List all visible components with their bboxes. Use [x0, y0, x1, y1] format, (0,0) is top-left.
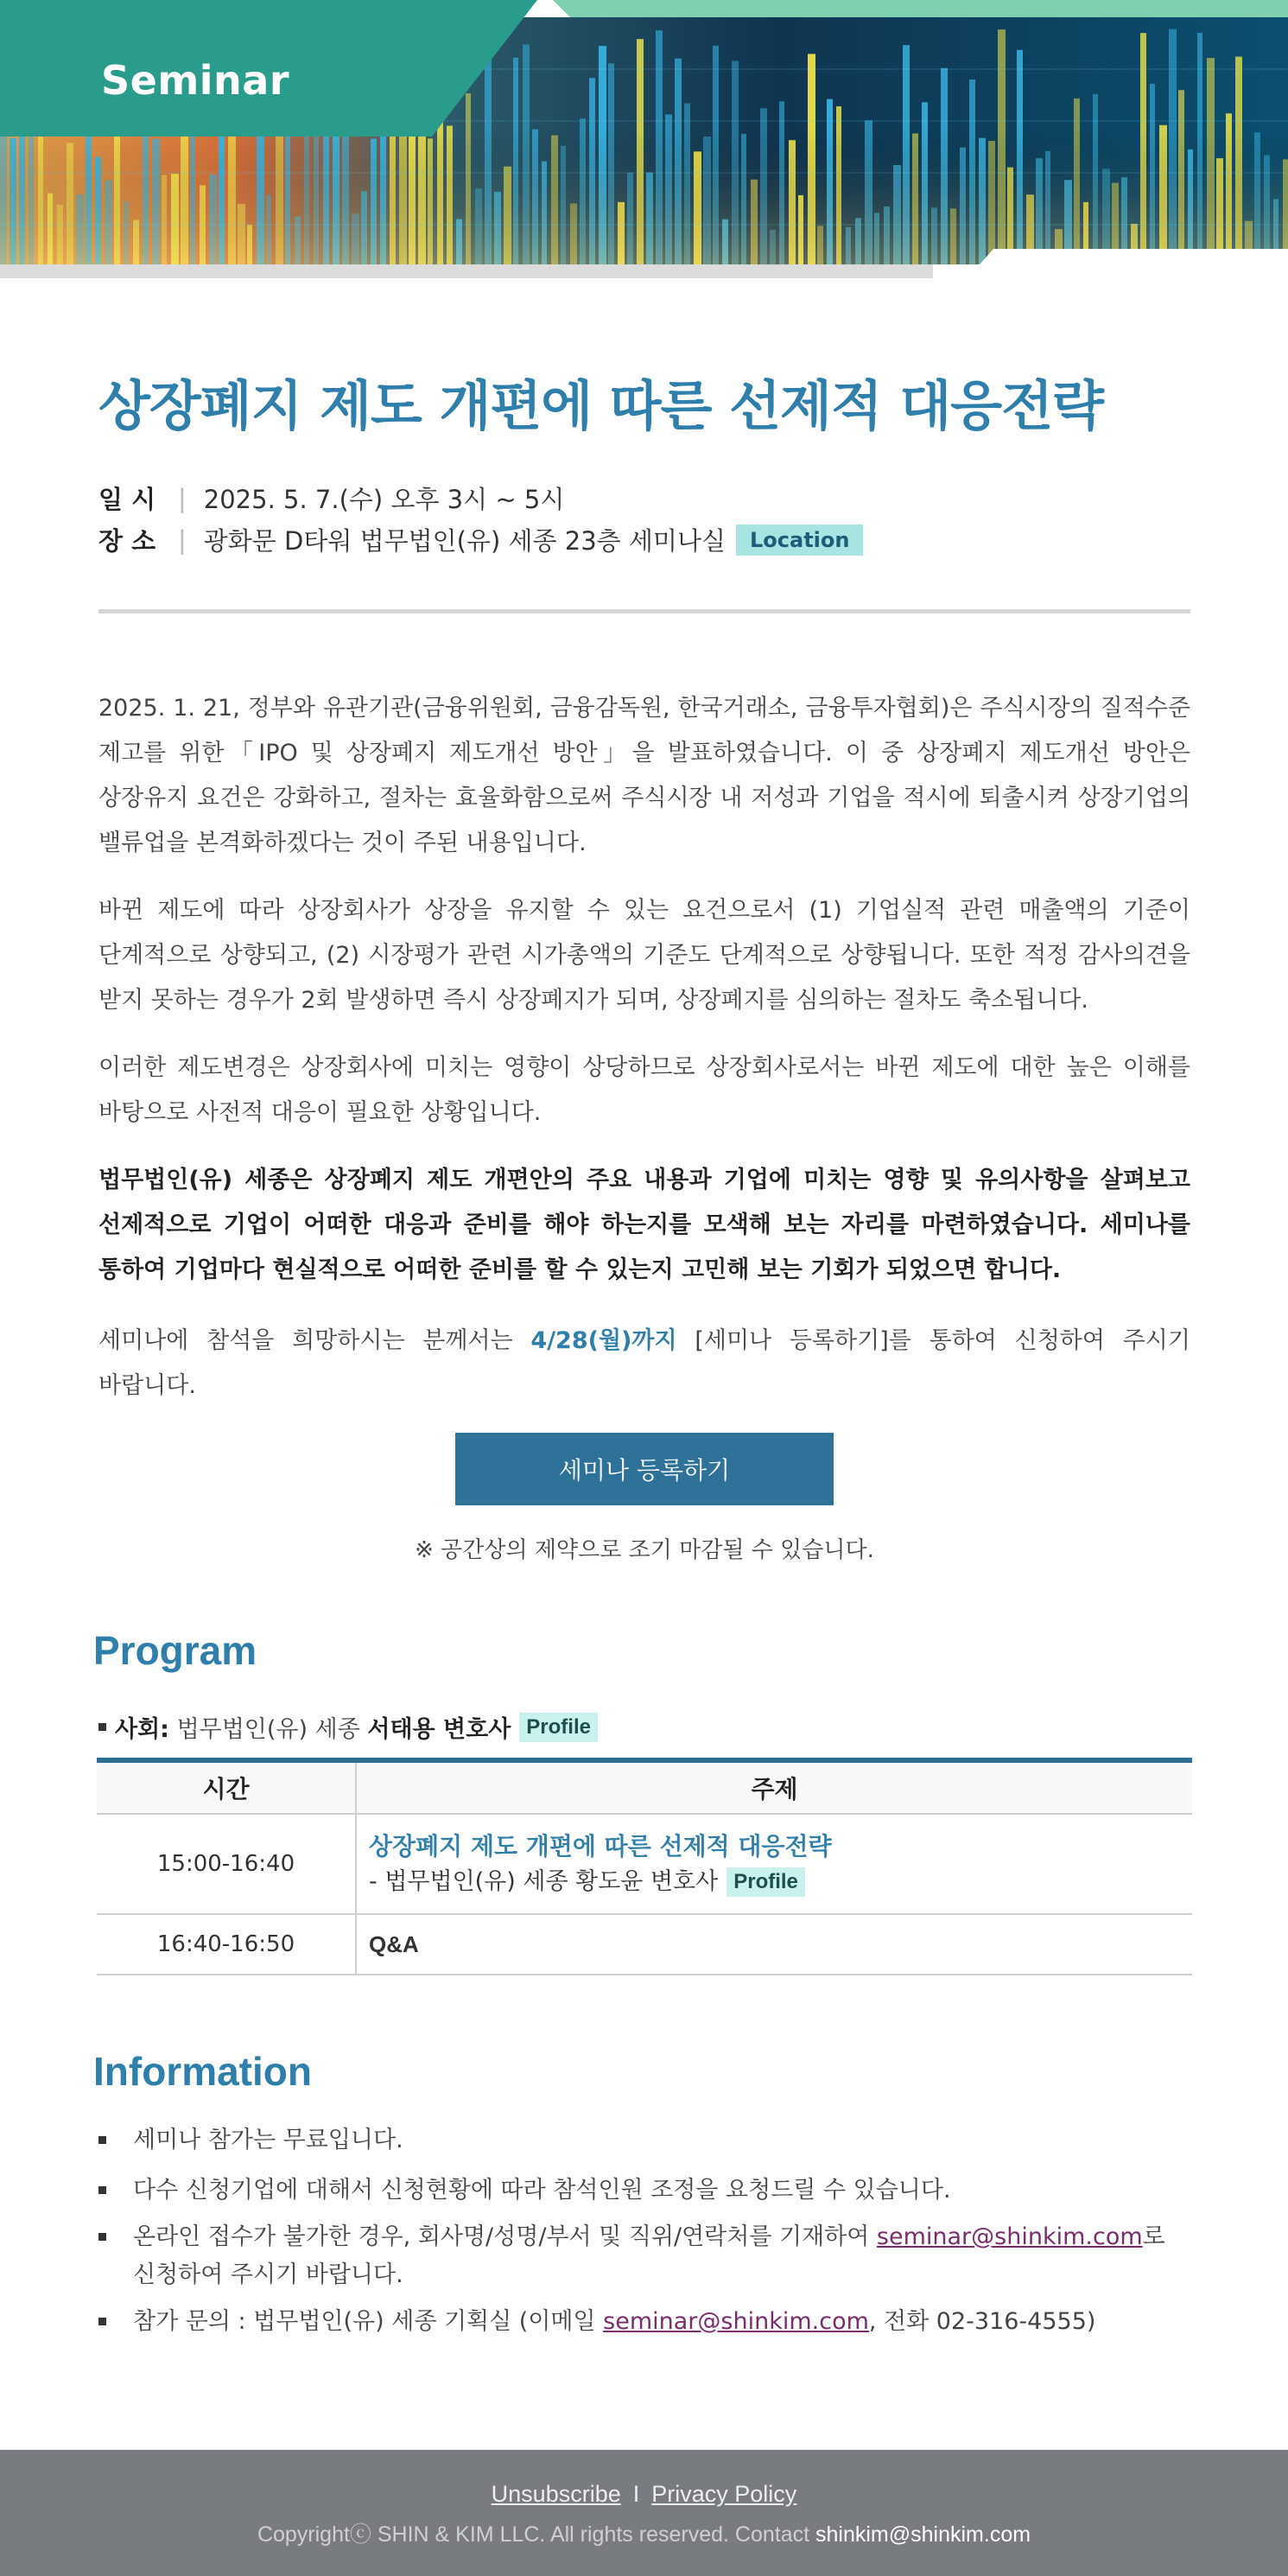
separator: | [178, 483, 187, 513]
header-banner [0, 0, 1288, 278]
email-link[interactable]: seminar@shinkim.com [876, 2223, 1143, 2250]
host-name: 서태용 변호사 [367, 1716, 511, 1743]
topic-cell [356, 1814, 1192, 1914]
session-speaker [369, 1865, 1192, 1899]
list-item [98, 2218, 1190, 2294]
privacy-policy-link[interactable]: Privacy Policy [651, 2481, 797, 2507]
info-text: 참가 문의 : 법무법인(유) 세종 기획실 (이메일 [133, 2308, 604, 2335]
table-row [97, 1914, 1192, 1975]
program-table [97, 1758, 1192, 1975]
list-item: 세미나 참가는 무료입니다. [98, 2121, 1190, 2159]
registration-text-end: [세미나 등록하기]를 통하여 신청하여 주시기 바랍니다. [98, 1327, 1190, 1399]
speaker-name: - 법무법인(유) 세종 황도윤 변호사 [369, 1868, 719, 1895]
place-label: 장 소 [98, 526, 156, 556]
place-row [98, 522, 1196, 557]
list-item: 다수 신청기업에 대해서 신청현황에 따라 참석인원 조정을 요청드릴 수 있습니다. [98, 2172, 1190, 2210]
column-header-time: 시간 [97, 1760, 356, 1814]
speaker-profile-link[interactable]: Profile [726, 1867, 805, 1897]
place-value: 광화문 D타워 법무법인(유) 세종 23층 세미나실 [203, 526, 726, 556]
time-cell: 16:40-16:50 [97, 1914, 356, 1975]
host-org: 법무법인(유) 세종 [176, 1716, 360, 1743]
register-button[interactable]: 세미나 등록하기 [455, 1433, 834, 1505]
intro-paragraph-1: 2025. 1. 21, 정부와 유관기관(금융위원회, 금융감독원, 한국거래소, 금융투자협회)은 주식시장의 질적수준 제고를 위한「IPO 및 상장폐지 제도개선 방안」을 발표하였습니다. 이 중 상장폐지 제도개선 방안은 상장유지 요건은 강화하고, 절차는 효율화함으로써 주식시장 내 저성과 기업을 적시에 퇴출시켜 상장기업의 밸류업을 본격화하겠다는 것이 주된 내용입니다. [98, 695, 1190, 856]
location-button[interactable]: Location [736, 525, 863, 556]
information-list [98, 2121, 1190, 2350]
host-line [98, 1710, 598, 1744]
list-item [98, 2303, 1190, 2341]
program-heading: Program [93, 1628, 257, 1673]
deadline-highlight: 4/28(월)까지 [530, 1327, 677, 1354]
contact-email[interactable]: shinkim@shinkim.com [815, 2522, 1031, 2547]
session-title: 상장폐지 제도 개편에 따른 선제적 대응전략 [369, 1832, 832, 1860]
unsubscribe-link[interactable]: Unsubscribe [491, 2481, 621, 2507]
host-label: 사회: [115, 1716, 169, 1743]
registration-text: 세미나에 참석을 희망하시는 분께서는 [98, 1327, 531, 1354]
info-text: 로 신청하여 주시기 바랍니다. [133, 2223, 1165, 2288]
host-profile-link[interactable]: Profile [519, 1713, 598, 1742]
date-row [98, 480, 1196, 516]
date-value: 2025. 5. 7.(수) 오후 3시 ~ 5시 [203, 485, 565, 514]
info-text: , 전화 02-316-4555) [868, 2308, 1096, 2335]
divider [98, 609, 1190, 614]
footer-separator: I [632, 2481, 640, 2507]
registration-paragraph [98, 1319, 1190, 1409]
bullet-icon [98, 1723, 106, 1731]
stock-chart-graphic [0, 0, 1288, 278]
column-header-topic: 주제 [356, 1760, 1192, 1814]
email-link[interactable]: seminar@shinkim.com [603, 2308, 869, 2335]
footer-links [0, 2481, 1288, 2508]
separator: | [178, 525, 187, 555]
copyright-text: Copyrightⓒ SHIN & KIM LLC. All rights reserved. Contact [257, 2522, 816, 2547]
page-title: 상장폐지 제도 개편에 따른 선제적 대응전략 [98, 374, 1103, 437]
banner-label: Seminar [101, 57, 290, 104]
information-heading: Information [93, 2049, 312, 2094]
capacity-notice: ※ 공간상의 제약으로 조기 마감될 수 있습니다. [415, 1537, 874, 1563]
footer [0, 2450, 1288, 2576]
intro-paragraph-4: 법무법인(유) 세종은 상장폐지 제도 개편안의 주요 내용과 기업에 미치는 영향 및 유의사항을 살펴보고 선제적으로 기업이 어떠한 대응과 준비를 해야 하는지를 모색해 보는 자리를 마련하였습니다. 세미나를 통하여 기업마다 현실적으로 어떠한 준비를 할 수 있는지 고민해 보는 기회가 되었으면 합니다. [98, 1167, 1190, 1283]
intro-paragraph-2: 바뀐 제도에 따라 상장회사가 상장을 유지할 수 있는 요건으로서 (1) 기업실적 관련 매출액의 기준이 단계적으로 상향되고, (2) 시장평가 관련 시가총액의 기준도 단계적으로 상향됩니다. 또한 적정 감사의견을 받지 못하는 경우가 2회 발생하면 즉시 상장폐지가 되며, 상장폐지를 심의하는 절차도 축소됩니다. [98, 897, 1190, 1014]
table-row [97, 1814, 1192, 1914]
copyright [0, 2517, 1288, 2548]
time-cell: 15:00-16:40 [97, 1814, 356, 1914]
date-label: 일 시 [98, 485, 156, 514]
topic-cell: Q&A [356, 1914, 1192, 1975]
intro-paragraph-3: 이러한 제도변경은 상장회사에 미치는 영향이 상당하므로 상장회사로서는 바뀐 제도에 대한 높은 이해를 바탕으로 사전적 대응이 필요한 상황입니다. [98, 1054, 1190, 1126]
info-text: 온라인 접수가 불가한 경우, 회사명/성명/부서 및 직위/연락처를 기재하여 [133, 2223, 877, 2250]
